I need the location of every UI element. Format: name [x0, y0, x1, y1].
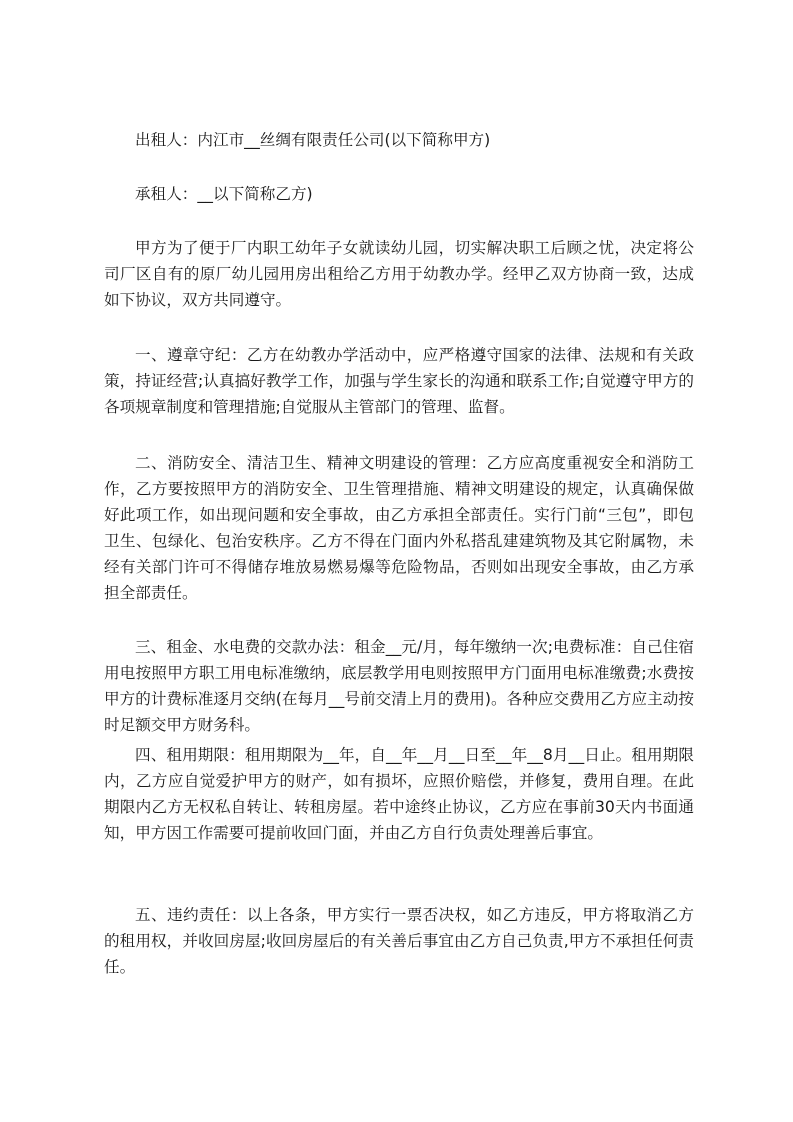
clause-3-payment: 三、租金、水电费的交款办法：租金__元/月，每年缴纳一次;电费标准：自己住宿用电按照甲方职工用电标准缴纳，底层教学用电则按照甲方门面用电标准缴费;水费按甲方的计费标准逐月交纳(在每月__号前交清上月的费用)。各种应交费用乙方应主动按时足额交甲方财务科。	[104, 638, 694, 734]
clause-4-term: 四、租用期限：租用期限为__年，自__年__月__日至__年__8月__日止。租用期限内，乙方应自觉爱护甲方的财产，如有损坏，应照价赔偿，并修复，费用自理。在此期限内乙方无权私自转让、转租房屋。若中途终止协议，乙方应在事前30天内书面通知，甲方因工作需要可提前收回门面，并由乙方自行负责处理善后事宜。	[104, 746, 694, 842]
intro-paragraph: 甲方为了便于厂内职工幼年子女就读幼儿园，切实解决职工后顾之忧，决定将公司厂区自有的原厂幼儿园用房出租给乙方用于幼教办学。经甲乙双方协商一致，达成如下协议，双方共同遵守。	[104, 239, 694, 309]
lessee-line: 承租人：__以下简称乙方)	[135, 185, 313, 203]
clause-1-discipline: 一、遵章守纪：乙方在幼教办学活动中，应严格遵守国家的法律、法规和有关政策，持证经营;认真搞好教学工作，加强与学生家长的沟通和联系工作;自觉遵守甲方的各项规章制度和管理措施;自觉服从主管部门的管理、监督。	[104, 346, 694, 416]
lessor-line: 出租人：内江市__丝绸有限责任公司(以下简称甲方)	[135, 131, 491, 149]
clause-2-safety: 二、消防安全、清洁卫生、精神文明建设的管理：乙方应高度重视安全和消防工作，乙方要按照甲方的消防安全、卫生管理措施、精神文明建设的规定，认真确保做好此项工作，如出现问题和安全事故，由乙方承担全部责任。实行门前“三包”，即包卫生、包绿化、包治安秩序。乙方不得在门面内外私搭乱建建筑物及其它附属物，未经有关部门许可不得储存堆放易燃易爆等危险物品，否则如出现安全事故，由乙方承担全部责任。	[104, 454, 694, 602]
clause-5-breach: 五、违约责任：以上各条，甲方实行一票否决权，如乙方违反，甲方将取消乙方的租用权，并收回房屋;收回房屋后的有关善后事宜由乙方自己负责,甲方不承担任何责任。	[104, 906, 694, 976]
